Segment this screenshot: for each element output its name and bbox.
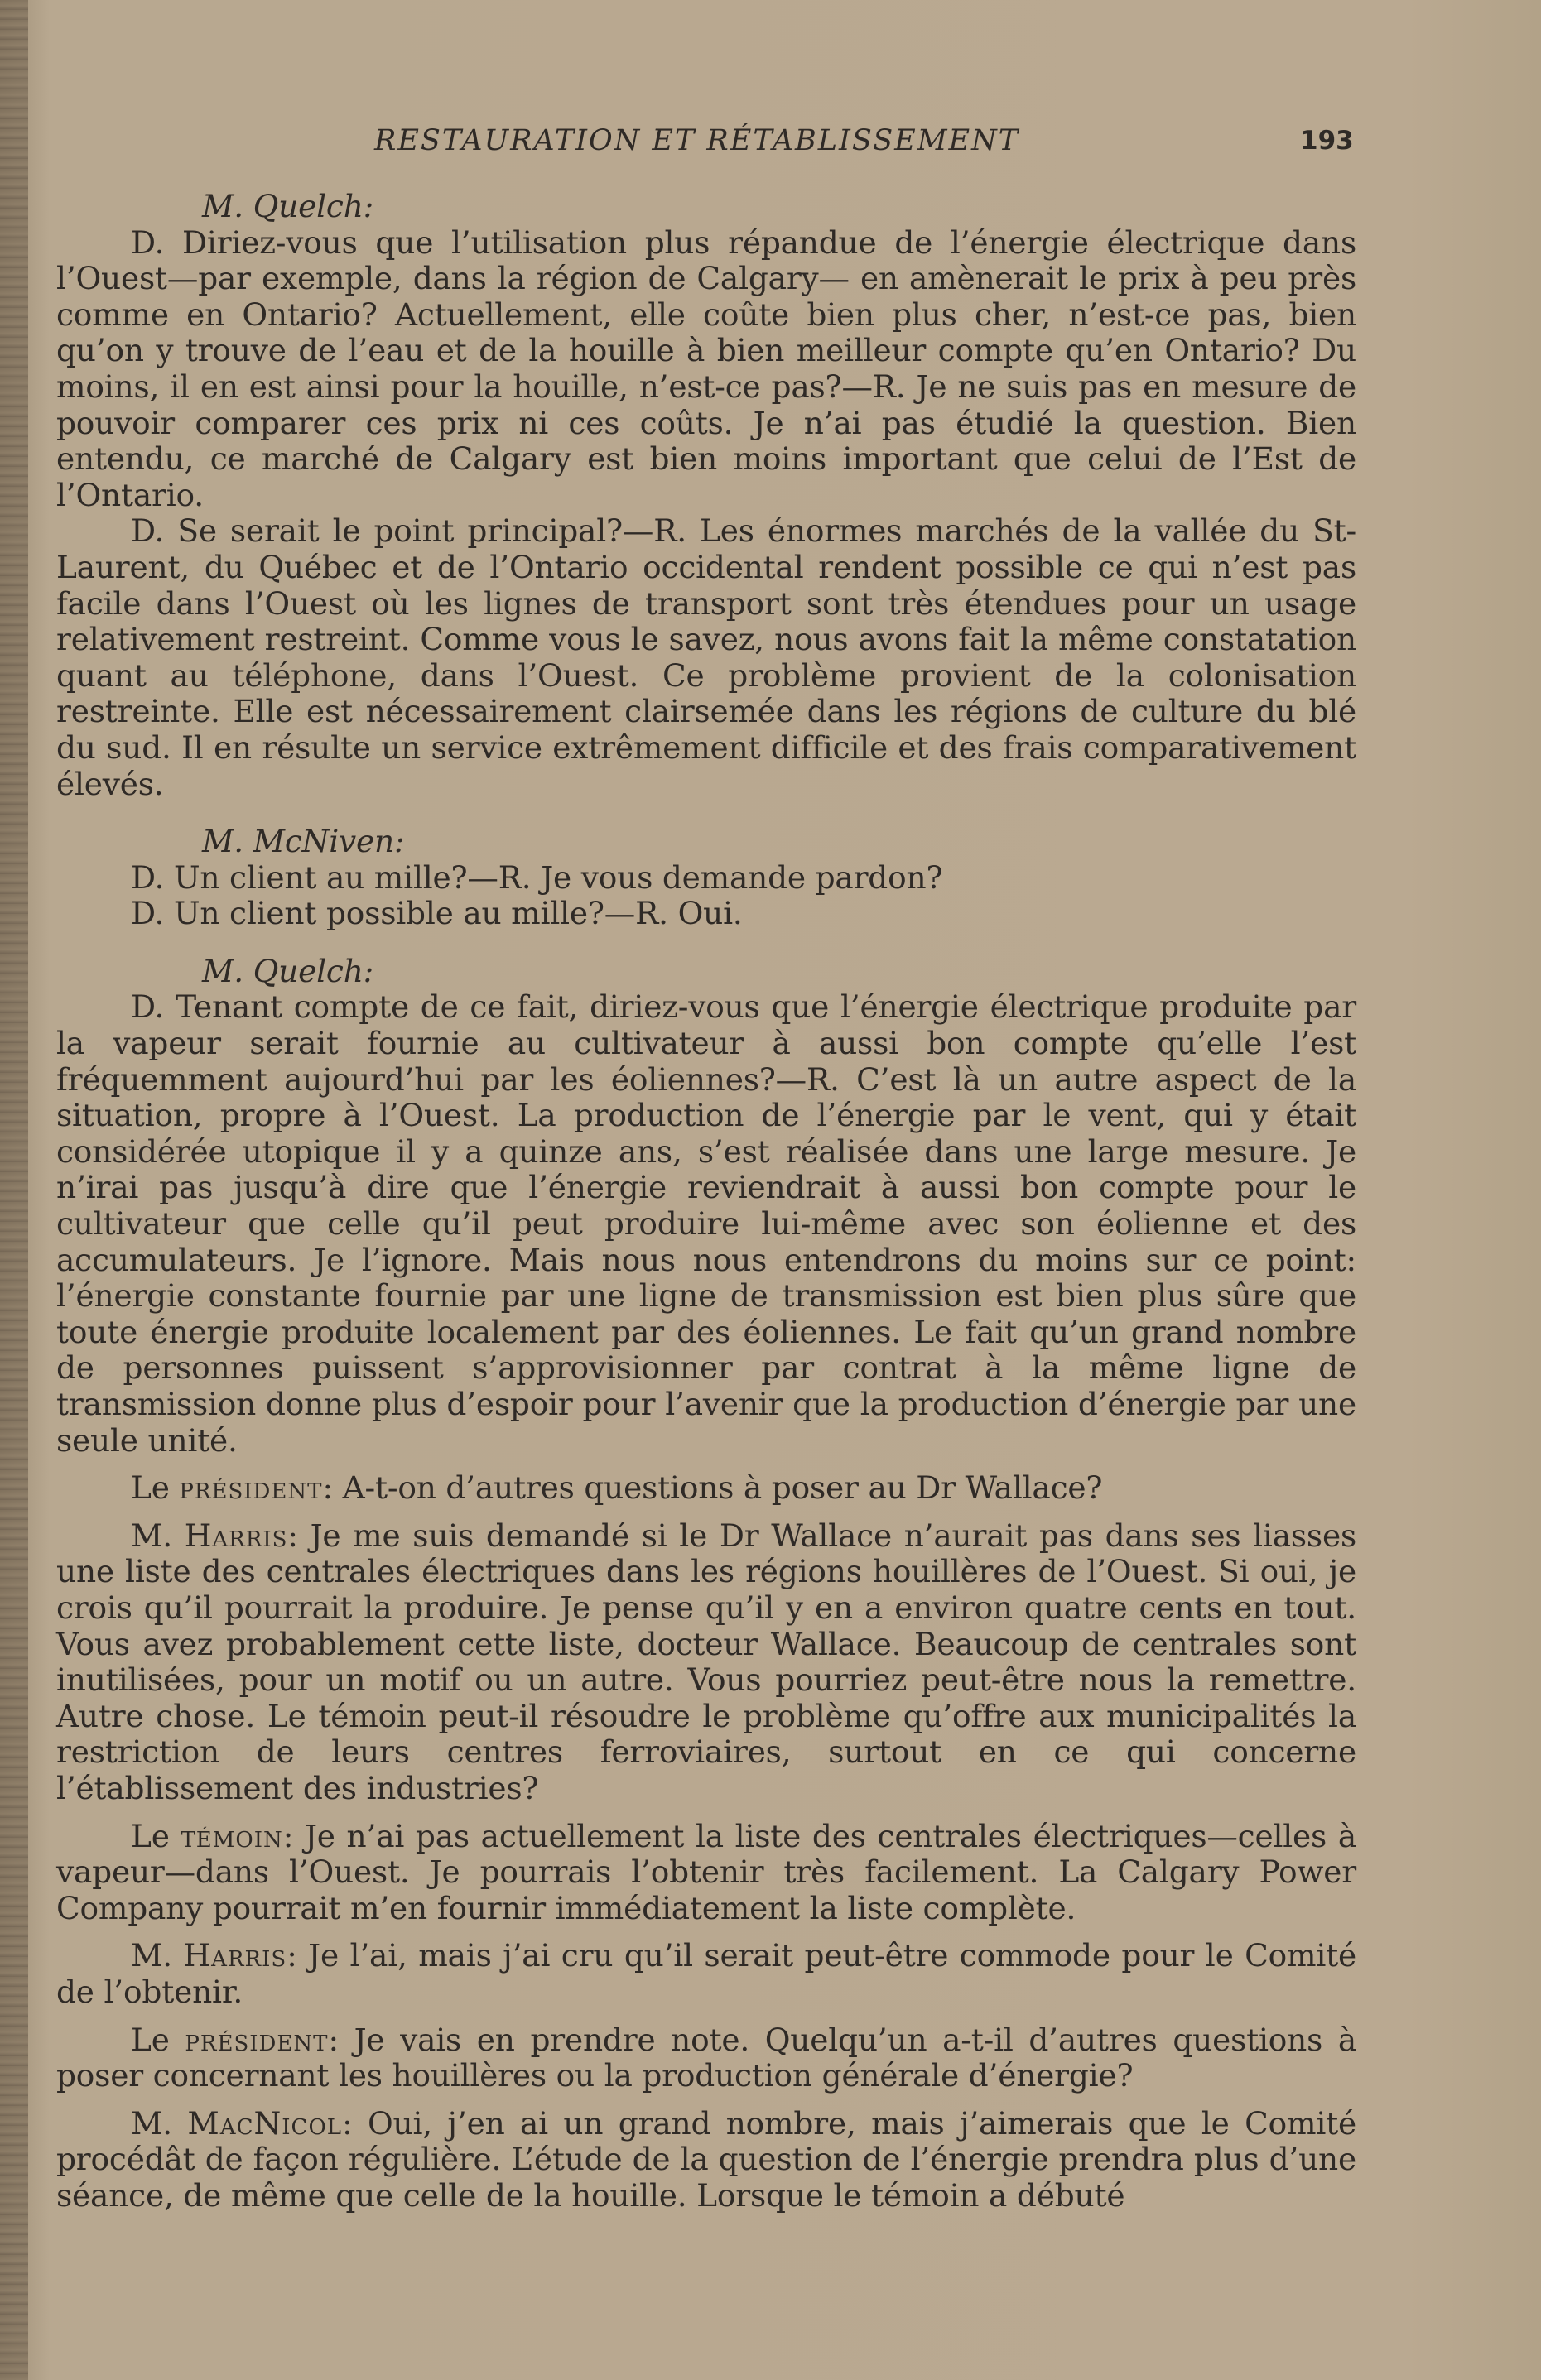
paragraph-text: : Je me suis demandé si le Dr Wallace n’aurait pas dans ses liasses une liste des centrales électriques dans les régions houillères de l’Ouest. Si oui, je crois qu’il pourrait la produire. Je pense qu’il y en a environ quatre cents en tout. Vous avez probablement cette liste, docteur Wallace. Beaucoup de centrales sont inutilisées, pour un motif ou un autre. Vous pourriez peut-être nous la remettre. Autre chose. Le témoin peut-il résoudre le problème qu’offre aux municipalités la restriction de leurs centres ferroviaires, surtout en ce qui concerne l’établissement des industries? [56,1517,1357,1806]
paragraph [56,2106,1356,2214]
speaker-role: président [179,1469,323,1507]
speaker-role: Harris [183,1937,287,1974]
speaker-role: Harris [184,1517,288,1554]
paragraph-text: : Je n’ai pas actuellement la liste des centrales électriques—celles à vapeur—dans l’Ouest. Je pourrais l’obtenir très facilement. La Calgary Power Company pourrait m’en fournir immédiatement la liste complète. [56,1817,1357,1926]
speaker-heading: M. McNiven: [202,823,405,860]
paragraph: D. Se serait le point principal?—R. Les énormes marchés de la vallée du St-Laurent, du Québec et de l’Ontario occidental rendent possible ce qui n’est pas facile dans l’Ouest où les lignes de transport sont très étendues pour un usage relativement restreint. Comme vous le savez, nous avons fait la même constatation quant au téléphone, dans l’Ouest. Ce problème provient de la colonisation restreinte. Elle est nécessairement clairsemée dans les régions de culture du blé du sud. Il en résulte un service extrêmement difficile et des frais comparativement élevés. [56,512,1356,802]
page-number: 193 [1300,126,1354,156]
speaker-prefix: M. [131,2104,188,2142]
speaker-prefix: M. [131,1517,185,1554]
speaker-heading: M. Quelch: [202,188,374,224]
paragraph-text: : Je l’ai, mais j’ai cru qu’il serait peut-être commode pour le Comité de l’obtenir. [56,1937,1357,2010]
speaker-heading: M. Quelch: [202,952,374,989]
paragraph [56,1938,1356,2010]
paragraph [56,2022,1356,2094]
paragraph-text: : Oui, j’en ai un grand nombre, mais j’aimerais que le Comité procédât de façon régulière. L’étude de la question de l’énergie prendra plus d’une séance, de même que celle de la houille. Lorsque le témoin a débuté [56,2104,1356,2214]
paragraph: D. Diriez-vous que l’utilisation plus répandue de l’énergie électrique dans l’Ouest—par exemple, dans la région de Calgary— en amènerait le prix à peu près comme en Ontario? Actuellement, elle coûte bien plus cher, n’est-ce pas, bien qu’on y trouve de l’eau et de la houille à bien meilleur compte qu’en Ontario? Du moins, il en est ainsi pour la houille, n’est-ce pas?—R. Je ne suis pas en mesure de pouvoir comparer ces prix ni ces coûts. Je n’ai pas étudié la question. Bien entendu, ce marché de Calgary est bien moins important que celui de l’Est de l’Ontario. [56,224,1356,513]
page-header [0,124,1541,166]
speaker-prefix: M. [131,1937,184,1974]
speaker-prefix: Le [131,1817,181,1854]
body-text [56,189,1356,2214]
paragraph [56,1518,1356,1807]
speaker-role: président [185,2021,329,2058]
speaker-role: témoin [181,1817,283,1854]
paragraph-text: : A-t-on d’autres questions à poser au Dr Wallace? [322,1469,1103,1507]
paragraph-text: : Je vais en prendre note. Quelqu’un a-t-il d’autres questions à poser concernant les houillères ou la production générale d’énergie? [56,2021,1357,2094]
running-title: RESTAURATION ET RÉTABLISSEMENT [374,124,1020,157]
speaker-prefix: Le [131,1469,180,1507]
paragraph: D. Un client au mille?—R. Je vous demande pardon? [131,858,943,896]
paragraph: D. Tenant compte de ce fait, diriez-vous que l’énergie électrique produite par la vapeur serait fournie au cultivateur à aussi bon compte qu’elle l’est fréquemment aujourd’hui par les éoliennes?—R. C’est là un autre aspect de la situation, propre à l’Ouest. La production de l’énergie par le vent, qui y était considérée utopique il y a quinze ans, s’est réalisée dans une large mesure. Je n’irai pas jusqu’à dire que l’énergie reviendrait à aussi bon compte pour le cultivateur que celle qu’il peut produire lui-même avec son éolienne et des accumulateurs. Je l’ignore. Mais nous nous entendrons du moins sur ce point: l’énergie constante fournie par une ligne de transmission est bien plus sûre que toute énergie produite localement par des éoliennes. Le fait qu’un grand nombre de personnes puissent s’approvisionner par contrat à la même ligne de transmission donne plus d’espoir pour l’avenir que la production d’énergie par une seule unité. [56,988,1356,1459]
speaker-role: MacNicol [187,2104,343,2142]
book-binding-edge [0,0,28,2380]
paragraph: D. Un client possible au mille?—R. Oui. [131,895,743,932]
paragraph [56,1470,1356,1507]
speaker-prefix: Le [131,2021,185,2058]
paragraph [56,1819,1356,1927]
